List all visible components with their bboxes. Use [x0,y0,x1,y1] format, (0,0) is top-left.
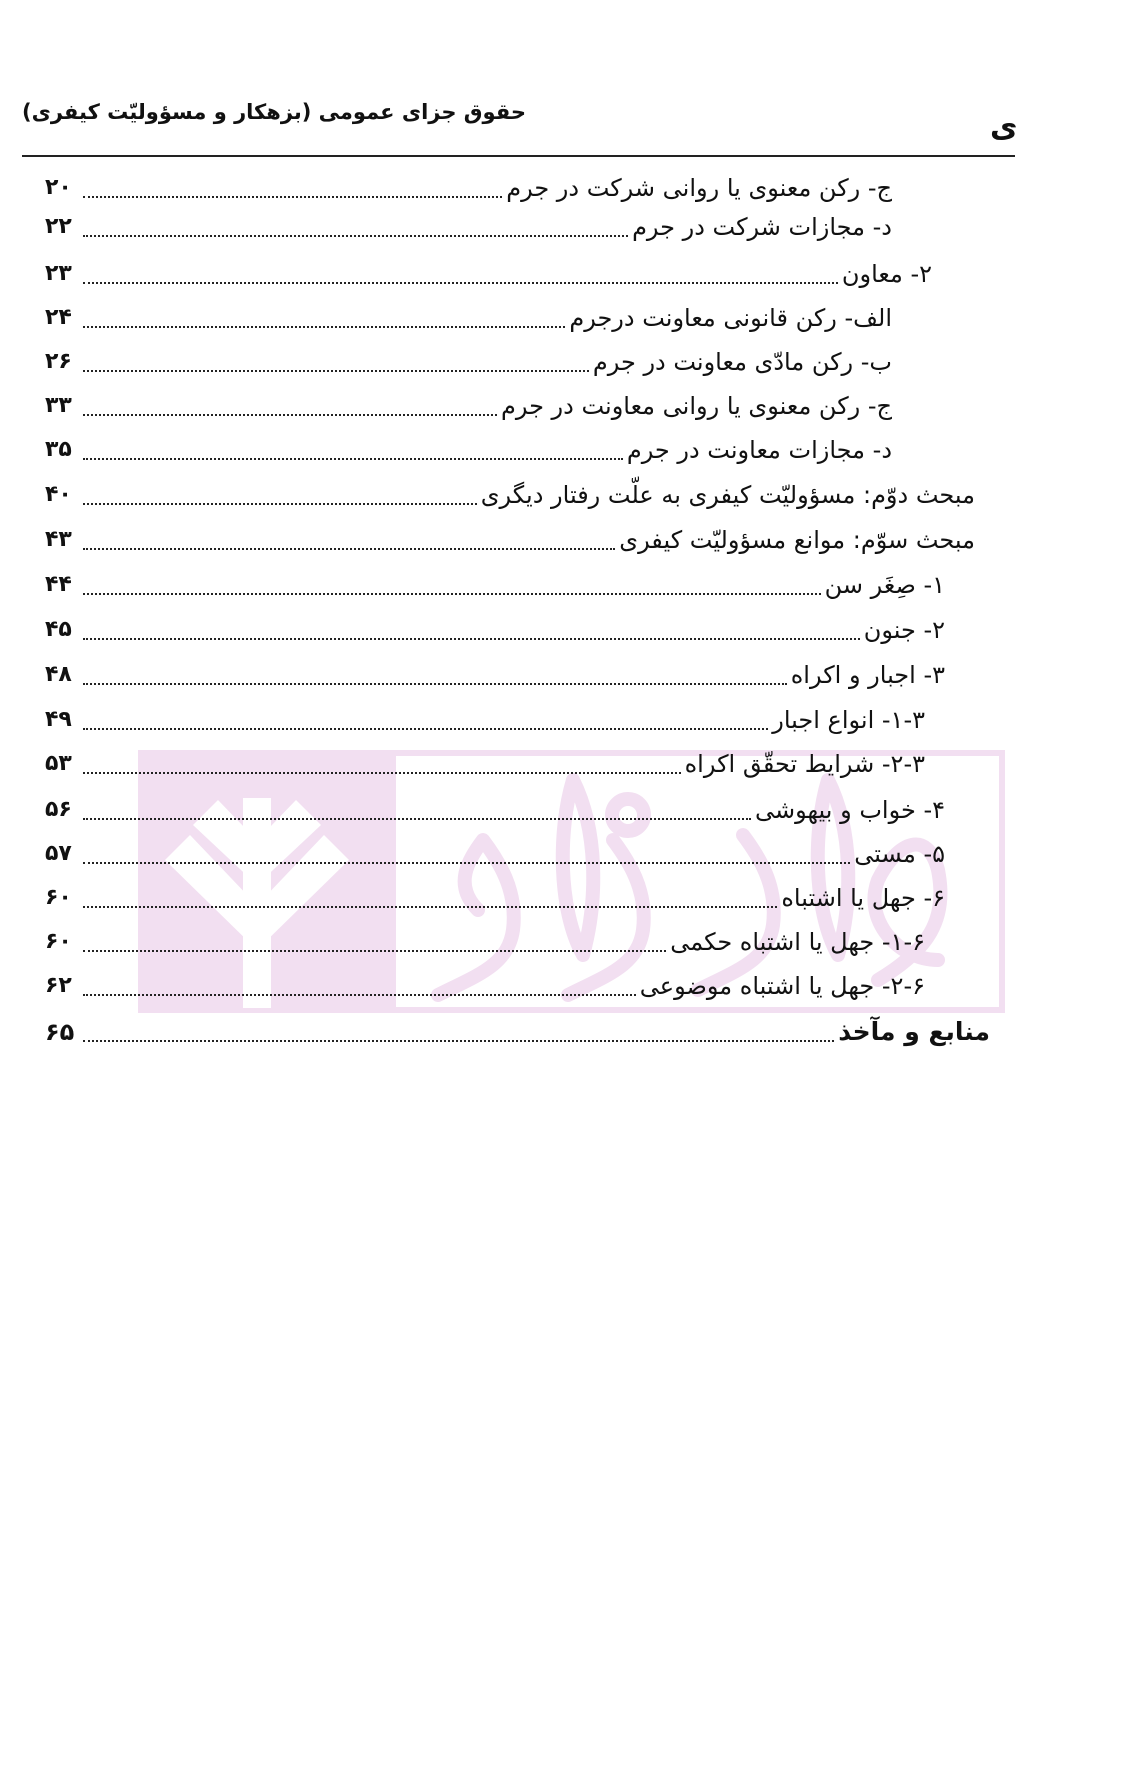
toc-entry[interactable] [45,966,925,1006]
toc-entry-title: ۱-۳- انواع اجبار [772,706,925,734]
toc-entry[interactable] [45,834,945,874]
toc-entry[interactable] [45,254,932,294]
toc-entry[interactable] [45,610,945,650]
toc-entry-title: منابع و مآخذ [838,1017,990,1046]
toc-entry-title: ۳- اجبار و اکراه [790,661,945,689]
toc-entry-page: ۶۵ [45,1018,75,1046]
toc-entry[interactable] [45,565,945,605]
toc-entry[interactable] [45,655,945,695]
toc-entry-page: ۶۰ [45,929,72,954]
toc-entry-page: ۲۲ [45,214,72,239]
toc-entry-title: ۶- جهل یا اشتباه [781,884,945,912]
leader-dots [83,950,666,952]
leader-dots [83,458,623,460]
toc-entry-page: ۴۹ [45,707,72,732]
toc-entry-page: ۴۵ [45,617,72,642]
toc-entry[interactable] [45,475,975,515]
leader-dots [83,818,751,820]
leader-dots [83,593,821,595]
toc-entry[interactable] [45,922,925,962]
toc-entry-page: ۶۰ [45,885,72,910]
leader-dots [83,638,860,640]
leader-dots [83,683,787,685]
toc-entry-page: ۴۴ [45,572,72,597]
toc-entry-title: ب- رکن مادّی معاونت در جرم [592,348,892,376]
leader-dots [83,862,850,864]
toc-entry-page: ۲۴ [45,305,72,330]
toc-entry-title: مبحث دوّم: مسؤولیّت کیفری به علّت رفتار دیگری [480,481,975,509]
leader-dots [83,772,681,774]
toc-entry-title: ۲- جنون [863,616,945,644]
toc-entry-page: ۴۸ [45,662,72,687]
toc-entry-title: ۴- خواب و بیهوشی [754,796,945,824]
toc-entry-title: الف- رکن قانونی معاونت درجرم [569,304,892,332]
toc-entry-title: ۲-۶- جهل یا اشتباه موضوعی [639,972,925,1000]
toc-entry[interactable] [45,700,925,740]
toc-entry-title: د- مجازات شرکت در جرم [632,213,892,241]
toc-entry-page: ۶۲ [45,973,72,998]
leader-dots [83,235,628,237]
leader-dots [83,548,615,550]
toc-entry[interactable] [45,342,892,382]
toc-entry[interactable] [45,168,892,208]
toc-entry-title: ج- رکن معنوی یا روانی معاونت در جرم [500,392,892,420]
toc-entry-page: ۲۳ [45,261,72,286]
toc-entry-page: ۲۶ [45,349,72,374]
leader-dots [83,370,589,372]
toc-entry[interactable] [45,207,892,247]
toc-entry-page: ۵۶ [45,797,72,822]
toc-entry-page: ۵۳ [45,751,72,776]
toc-entry[interactable] [45,430,892,470]
toc-entry-page: ۲۰ [45,175,72,200]
toc-entry[interactable] [45,298,892,338]
leader-dots [83,282,838,284]
running-header-title: حقوق جزای عمومی (بزهکار و مسؤولیّت کیفری) [22,100,526,124]
page-number-letter: ی [990,110,1018,145]
leader-dots [83,326,565,328]
leader-dots [83,414,497,416]
leader-dots [83,196,502,198]
toc-entry-title: ۵- مستی [854,840,945,868]
toc-entry-title: مبحث سوّم: موانع مسؤولیّت کیفری [619,526,975,554]
toc-entry[interactable] [45,520,975,560]
toc-entry-title: د- مجازات معاونت در جرم [626,436,892,464]
toc-entry-title: ۲- معاون [841,260,932,288]
leader-dots [83,906,777,908]
toc-entry-title: ج- رکن معنوی یا روانی شرکت در جرم [506,174,892,202]
toc-entry-page: ۴۰ [45,482,72,507]
toc-entry-page: ۵۷ [45,841,72,866]
toc-entry-title: ۱-۶- جهل یا اشتباه حکمی [670,928,925,956]
leader-dots [83,994,636,996]
leader-dots [83,1040,834,1042]
leader-dots [83,503,477,505]
header-divider [22,155,1015,157]
toc-entry-references[interactable] [45,1012,990,1052]
toc-entry-title: ۲-۳- شرایط تحقّق اکراه [684,750,925,778]
toc-entry[interactable] [45,790,945,830]
toc-entry[interactable] [45,386,892,426]
toc-entry-page: ۳۵ [45,437,72,462]
toc-entry-page: ۳۳ [45,393,72,418]
toc-entry[interactable] [45,878,945,918]
toc-entry-title: ۱- صِغَر سن [824,571,945,599]
toc-entry[interactable] [45,744,925,784]
toc-entry-page: ۴۳ [45,527,72,552]
leader-dots [83,728,768,730]
